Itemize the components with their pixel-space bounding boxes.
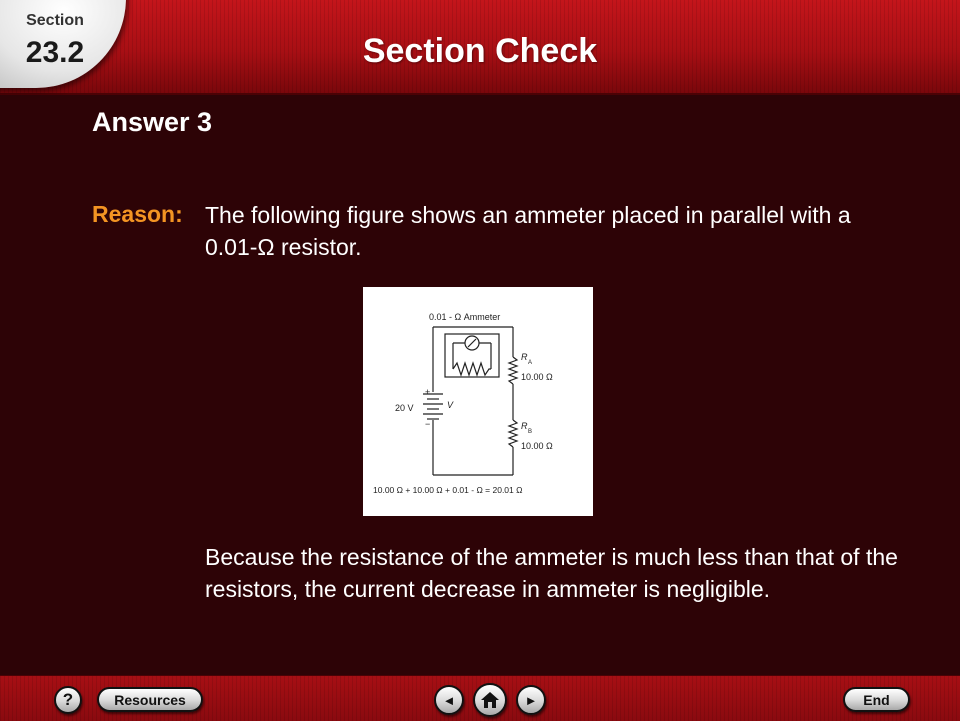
home-icon (480, 690, 500, 710)
minus-sign: − (425, 419, 431, 429)
conclusion-paragraph: Because the resistance of the ammeter is much less than that of the resistors, the current decrease in ammeter is negligible. (205, 544, 898, 602)
battery-voltage: 20 V (395, 403, 414, 413)
rb-value: 10.00 Ω (521, 441, 553, 451)
arrow-right-icon: ► (524, 692, 538, 708)
page-title: Section Check (362, 32, 598, 70)
battery-symbol: V (447, 400, 454, 410)
resistance-equation: 10.00 Ω + 10.00 Ω + 0.01 - Ω = 20.01 Ω (373, 485, 523, 495)
home-button[interactable] (473, 683, 507, 717)
ammeter-label: 0.01 - Ω Ammeter (429, 312, 501, 322)
section-number: 23.2 (25, 36, 85, 69)
circuit-figure (363, 287, 593, 516)
shunt-resistor (453, 363, 491, 375)
resources-button[interactable] (97, 687, 203, 712)
reason-paragraph: The following figure shows an ammeter placed in parallel with a 0.01-Ω resistor. (205, 202, 851, 260)
header-bar (0, 0, 960, 95)
ra-value: 10.00 Ω (521, 372, 553, 382)
reason-label: Reason: (92, 201, 183, 227)
footer-bar (0, 675, 960, 721)
resistor-a (509, 357, 517, 384)
previous-button[interactable] (434, 685, 464, 715)
section-label: Section (26, 12, 84, 29)
rb-subscript: B (528, 429, 533, 435)
resources-label: Resources (114, 691, 186, 708)
circuit-diagram (363, 287, 593, 516)
resistor-b (509, 420, 517, 447)
plus-sign: + (425, 387, 431, 397)
rb-symbol: R (521, 421, 528, 431)
answer-heading: Answer 3 (92, 107, 213, 137)
end-button[interactable] (843, 687, 910, 712)
arrow-left-icon: ◄ (442, 692, 456, 708)
ra-symbol: R (521, 352, 528, 362)
question-icon: ? (62, 690, 74, 709)
help-button[interactable] (54, 686, 82, 714)
ra-subscript: A (528, 360, 533, 366)
end-label: End (863, 691, 890, 708)
next-button[interactable] (516, 685, 546, 715)
